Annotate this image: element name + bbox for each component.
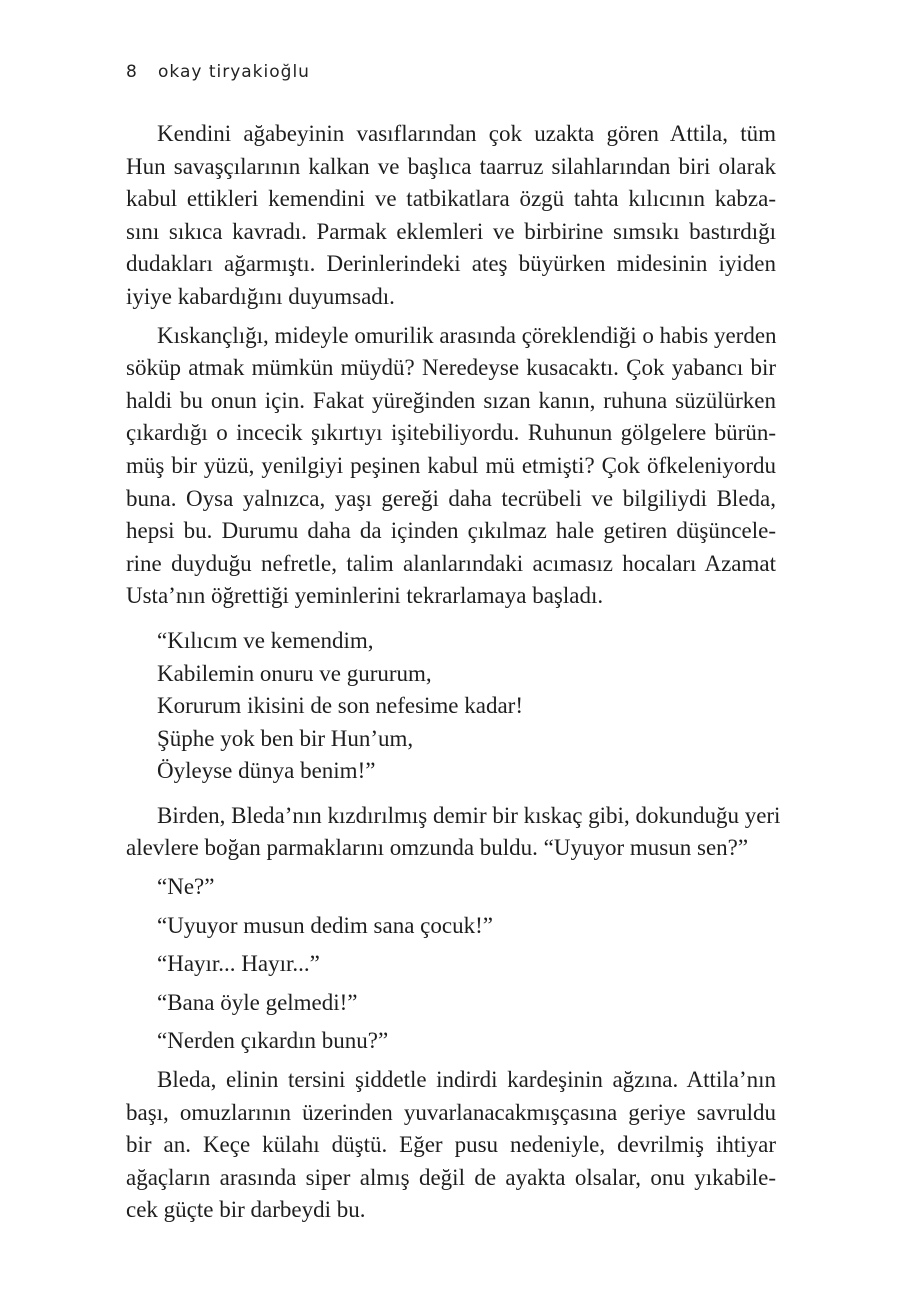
text-line: sını sıkıca kavradı. Parmak eklemleri ve birbirine sımsıkı bastırdığı <box>126 218 776 244</box>
text-line: haldi bu onun için. Fakat yüreğinden sızan kanın, ruhuna süzülürken <box>126 387 776 413</box>
text-line: Usta’nın öğrettiği yeminlerini tekrarlamaya başladı. <box>126 583 604 609</box>
dialogue-line: “Bana öyle gelmedi!” <box>157 989 358 1015</box>
text-line: bir an. Keçe külahı düştü. Eğer pusu nedeniyle, devrilmiş ihtiyar <box>126 1132 776 1158</box>
running-header <box>126 62 310 82</box>
verse-line: Öyleyse dünya benim!” <box>157 758 376 784</box>
verse-line: Kabilemin onuru ve gururum, <box>157 660 432 686</box>
text-line: alevlere boğan parmaklarını omzunda buldu. “Uyuyor musun sen?” <box>126 835 749 861</box>
paragraph-2 <box>126 320 776 613</box>
author-name: okay tiryakioğlu <box>158 62 310 82</box>
oath-verse <box>157 625 776 788</box>
paragraph-1 <box>126 118 776 314</box>
text-line: çıkardığı o incecik şıkırtıyı işitebiliyordu. Ruhunun gölgelere bürün- <box>126 420 776 446</box>
dialogue-line: “Ne?” <box>157 874 215 900</box>
text-line: müş bir yüzü, yenilgiyi peşinen kabul mü etmişti? Çok öfkeleniyordu <box>126 452 776 478</box>
text-line: Birden, Bleda’nın kızdırılmış demir bir kıskaç gibi, dokunduğu yeri <box>157 802 781 828</box>
text-line: Bleda, elinin tersini şiddetle indirdi kardeşinin ağzına. Attila’nın <box>157 1067 776 1093</box>
verse-line: Korurum ikisini de son nefesime kadar! <box>157 693 523 719</box>
verse-line: Şüphe yok ben bir Hun’um, <box>157 725 414 751</box>
text-line: Hun savaşçılarının kalkan ve başlıca taarruz silahlarından biri olarak <box>126 153 776 179</box>
paragraph-4 <box>126 1064 776 1227</box>
paragraph-3 <box>126 800 781 865</box>
text-line: cek güçte bir darbeydi bu. <box>126 1197 366 1223</box>
dialogue-line: “Uyuyor musun dedim sana çocuk!” <box>157 912 493 938</box>
text-line: dudakları ağarmıştı. Derinlerindeki ateş büyürken midesinin iyiden <box>126 251 776 277</box>
text-line: buna. Oysa yalnızca, yaşı gereği daha tecrübeli ve bilgiliydi Bleda, <box>126 485 776 511</box>
text-line: başı, omuzlarının üzerinden yuvarlanacakmışçasına geriye savruldu <box>126 1099 776 1125</box>
body-text <box>126 118 781 1227</box>
text-line: hepsi bu. Durumu daha da içinden çıkılmaz hale getiren düşüncele- <box>126 518 776 544</box>
dialogue-line: “Hayır... Hayır...” <box>157 951 320 977</box>
text-line: Kendini ağabeyinin vasıflarından çok uzakta gören Attila, tüm <box>157 121 776 146</box>
text-line: kabul ettikleri kemendini ve tatbikatlara özgü tahta kılıcının kabza- <box>126 186 776 212</box>
text-line: söküp atmak mümkün müydü? Neredeyse kusacaktı. Çok yabancı bir <box>126 355 776 381</box>
page-number: 8 <box>126 62 138 82</box>
text-line: Kıskançlığı, mideyle omurilik arasında çöreklendiği o habis yerden <box>157 322 777 348</box>
text-line: rine duyduğu nefretle, talim alanlarındaki acımasız hocaları Azamat <box>126 550 776 576</box>
text-line: ağaçların arasında siper almış değil de ayakta olsalar, onu yıkabile- <box>126 1164 776 1190</box>
dialogue-line: “Nerden çıkardın bunu?” <box>157 1028 389 1054</box>
text-line: iyiye kabardığını duyumsadı. <box>126 283 395 309</box>
verse-line: “Kılıcım ve kemendim, <box>157 627 374 653</box>
